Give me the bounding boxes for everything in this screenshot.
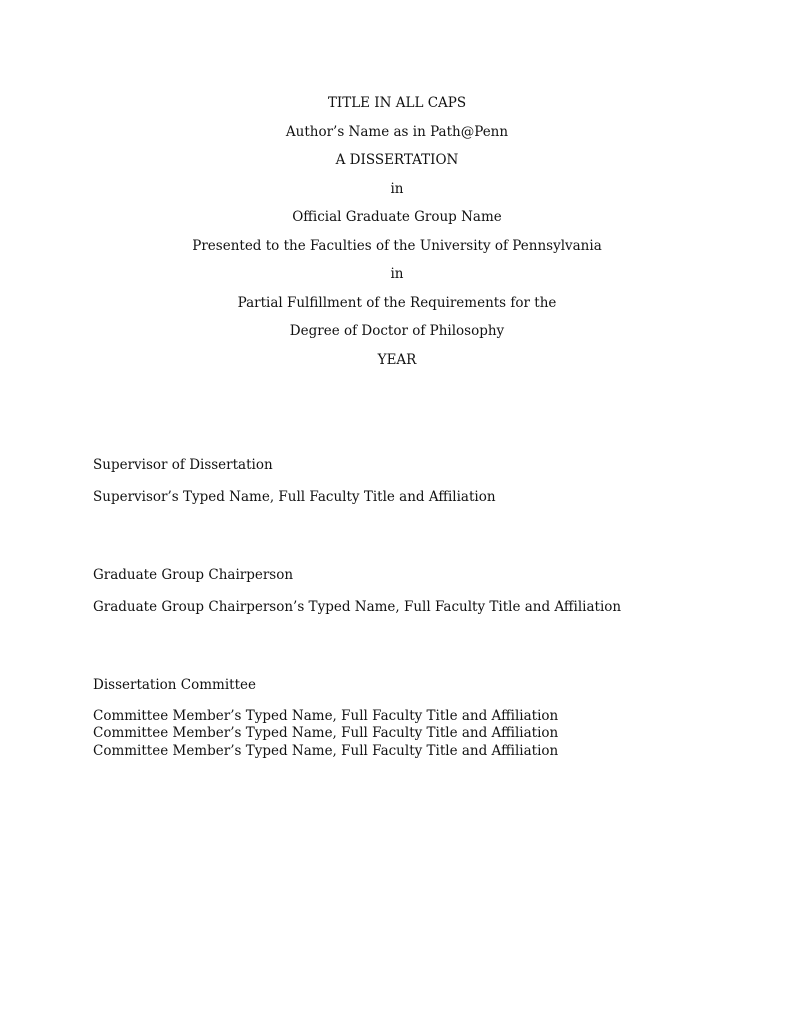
graduate-group-name: Official Graduate Group Name [292, 209, 502, 225]
committee-heading: Dissertation Committee [93, 677, 256, 693]
dissertation-title: TITLE IN ALL CAPS [327, 95, 467, 111]
connector-in-2: in [390, 266, 404, 282]
committee-section [93, 676, 773, 761]
committee-member: Committee Member’s Typed Name, Full Faculty Title and Affiliation [93, 707, 559, 724]
presented-to-line: Presented to the Faculties of the University of Pennsylvania [192, 237, 602, 254]
chairperson-heading: Graduate Group Chairperson [93, 567, 294, 583]
chairperson-section [93, 566, 773, 616]
degree-line: Degree of Doctor of Philosophy [289, 323, 505, 339]
supervisor-heading: Supervisor of Dissertation [93, 457, 273, 473]
year-line: YEAR [377, 351, 417, 368]
connector-in-1: in [390, 180, 404, 197]
title-block [0, 94, 794, 379]
supervisor-name: Supervisor’s Typed Name, Full Faculty Title and Affiliation [93, 488, 496, 505]
fulfillment-line: Partial Fulfillment of the Requirements for the [237, 294, 557, 311]
committee-member-list [93, 708, 773, 761]
chairperson-name: Graduate Group Chairperson’s Typed Name, Full Faculty Title and Affiliation [93, 598, 622, 615]
document-type: A DISSERTATION [335, 152, 459, 168]
author-name: Author’s Name as in Path@Penn [285, 123, 509, 140]
committee-member: Committee Member’s Typed Name, Full Faculty Title and Affiliation [93, 725, 559, 742]
supervisor-section [93, 456, 773, 506]
committee-member: Committee Member’s Typed Name, Full Faculty Title and Affiliation [93, 742, 559, 759]
